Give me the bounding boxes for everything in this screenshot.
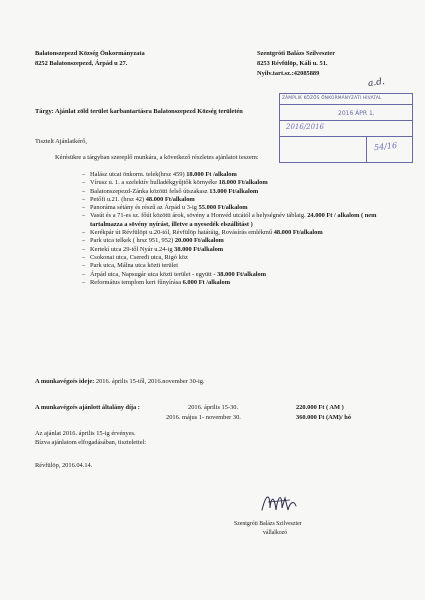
intro-text: Kérésükre a tárgyban szereplő munkára, a következő részletes ajánlatot teszem: [55, 154, 259, 161]
list-item: – Kerékpár út Révfülöpi u.20-tól, Révfülöp határáig, Rovásírás emlékmű 48.000 Ft/alkalom [82, 229, 390, 237]
recipient-name: Szentgróti Balázs Szilveszter [257, 50, 336, 57]
list-item: – Árpád utca, Napsugár utca közti terület - együtt - 38.000 Ft/alkalom [82, 271, 382, 279]
recipient-address: 8253 Révfülöp, Káli u. 51. [257, 60, 328, 67]
flat-fee-period-2: 2016. május 1- november 30. [166, 414, 241, 421]
offer-items-list [82, 171, 382, 287]
sender-address: 8252 Balatonszepezd, Árpád u 27. [35, 60, 128, 67]
list-item: – Park utca telkek ( hrsz 951, 952) 20.000 Ft/alkalom [82, 237, 382, 245]
list-item: – Halász utcai önkorm. telek(hrsz 459) 18.000 Ft /alkalom [82, 171, 382, 179]
flat-fee-label: A munkavégzés ajánlott általány díja : [35, 404, 140, 411]
sender-name: Balatonszepezd Község Önkormányzata [35, 50, 145, 57]
list-item: – Református templom kert fűnyírása 6.000 Ft /alkalom [82, 279, 382, 287]
signature-scribble [258, 488, 300, 516]
list-item: – Vasút és a 71-es sz. főút közötti árok, sövény a Honvéd utcától a helységnév táblaig. 24.000 Ft / alkalom ( nem tartalmazza a sövény nyírást, illetve a nyesedék elszállítást ) [82, 212, 380, 229]
salutation: Tisztelt Ajánlatkérő, [35, 138, 87, 145]
flat-fee-amount-2: 360.000 Ft (AM)/ hó [296, 414, 352, 421]
validity-text: Az ajánlat 2016. április 15-ig érvényes. [35, 430, 136, 437]
work-period-label: A munkavégzés ideje: [35, 378, 95, 385]
received-stamp [279, 93, 413, 163]
subject-line: Tárgy: Ajánlat zöld terület karbantartásra Balatonszepezd Község területén [35, 108, 243, 115]
work-period [35, 378, 205, 386]
flat-fee-amount-1: 220.000 Ft ( AM ) [296, 404, 344, 411]
handwritten-note: a.d. [367, 76, 386, 90]
recipient-registration: Nyilv.tart.sz.:42085889 [257, 70, 320, 77]
list-item: – Csokonai utca, Cseređi utca, Rigó köz [82, 254, 382, 262]
flat-fee-period-1: 2016. április 15-30. [188, 404, 239, 411]
closing-text: Bízva ajánlatom elfogadásában, tisztelettel: [35, 439, 147, 446]
work-period-value: 2016. április 15-től, 2016.november 30-ig. [94, 378, 205, 385]
signature-name: Szentgróti Balázs Szilveszter [234, 521, 302, 527]
list-item: – Kertekí utca 29-től Nyár u.24-ig 38.000 Ft/alkalom [82, 246, 382, 254]
list-item: – Panoráma sétány és részű az Árpád u 3-ig 55.000 Ft/alkalom [82, 204, 382, 212]
list-item: – Balatonszepezd-Zánka közötti felső útszakasz 13.000 Ft/alkalom [82, 188, 382, 196]
place-date: Révfülöp, 2016.04.14. [35, 462, 93, 469]
stamp-handwritten-date: 2016/2016 [286, 123, 324, 131]
stamp-title: ZÁMPLIK KÖZÖS ÖNKORMÁNYZATI HIVATAL [282, 96, 382, 101]
list-item: – Vírusz u. 1. a szelektív hulladékgyűjtők környéke 18.000 Ft/alkalom [82, 179, 382, 187]
list-item: – Petőfi u.21. (hrsz 42) 48.000 Ft/alkalom [82, 196, 382, 204]
stamp-handwritten-ref: 54/16 [373, 140, 398, 153]
stamp-date: 2016 ÁPR 1. [338, 110, 375, 117]
signature-title: vállalkozó [263, 530, 288, 536]
list-item: – Park utca, Málna utca közti terület [82, 262, 382, 270]
